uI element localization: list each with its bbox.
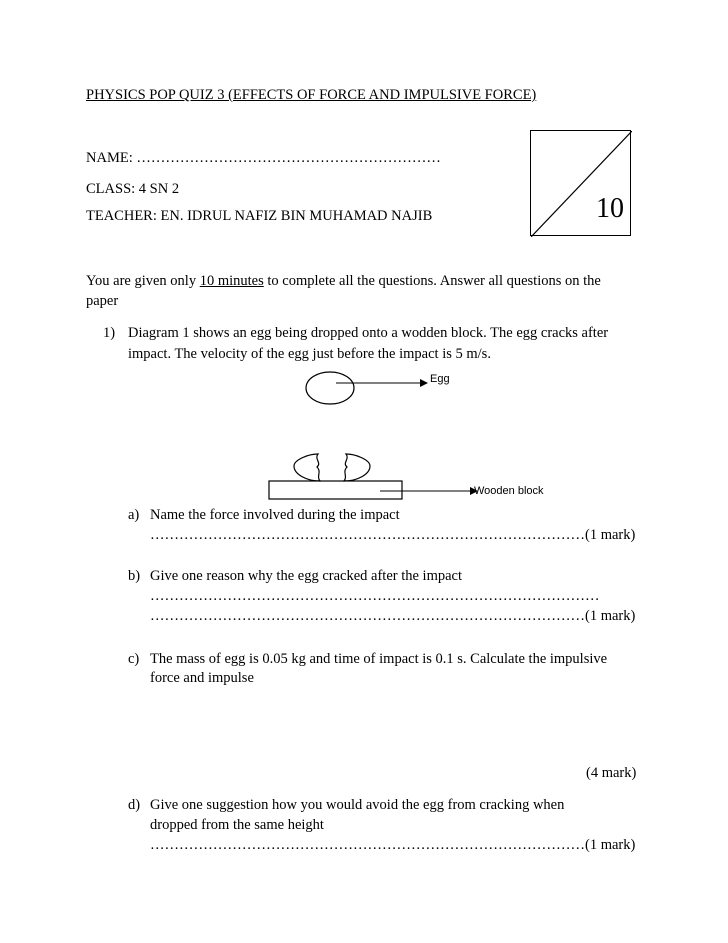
egg-shape [306,372,354,404]
qb-text: Give one reason why the egg cracked after the impact [150,568,463,584]
qb-letter: b) [128,568,141,584]
egg-diagram [0,360,728,510]
score-value: 10 [596,193,624,224]
qc-mark: (4 mark) [586,765,637,781]
qa-letter: a) [128,507,140,523]
qc-text-line2: force and impulse [150,670,254,686]
instructions-highlight: 10 minutes [199,273,264,289]
q1-text-line2: impact. The velocity of the egg just before the impact is 5 m/s. [128,346,491,362]
instructions-pre: You are given only [86,273,200,289]
teacher-line: TEACHER: EN. IDRUL NAFIZ BIN MUHAMAD NAJIB [86,208,433,224]
egg-label: Egg [430,373,450,385]
instructions-post: to complete all the questions. Answer all questions on the [263,273,601,289]
cracked-egg-right [344,454,370,481]
instructions-line1 [86,272,601,290]
qc-letter: c) [128,651,140,667]
q1-number: 1) [103,325,116,341]
instructions-line2: paper [86,293,119,309]
name-line: NAME: ……………………………………………………… [86,150,441,166]
egg-arrow-head [420,379,428,387]
qd-text-line1: Give one suggestion how you would avoid the egg from cracking when [150,797,565,813]
quiz-title: PHYSICS POP QUIZ 3 (EFFECTS OF FORCE AND IMPULSIVE FORCE) [86,87,537,103]
qd-letter: d) [128,797,141,813]
q1-text-line1: Diagram 1 shows an egg being dropped onto a wodden block. The egg cracks after [128,325,609,341]
qa-text: Name the force involved during the impact [150,507,400,523]
score-box [530,130,631,236]
qd-answer-line: ………………………………………………………………………………(1 mark) [150,837,636,853]
wooden-block [269,481,402,499]
qb-answer-line1: ………………………………………………………………………………… [150,588,600,604]
qb-answer-line2: ………………………………………………………………………………(1 mark) [150,608,636,624]
qd-text-line2: dropped from the same height [150,817,324,833]
qc-text-line1: The mass of egg is 0.05 kg and time of impact is 0.1 s. Calculate the impulsive [150,651,608,667]
class-line: CLASS: 4 SN 2 [86,181,180,197]
qa-answer-line: ………………………………………………………………………………(1 mark) [150,527,636,543]
block-label: Wooden block [474,485,544,497]
cracked-egg-left [294,454,320,481]
